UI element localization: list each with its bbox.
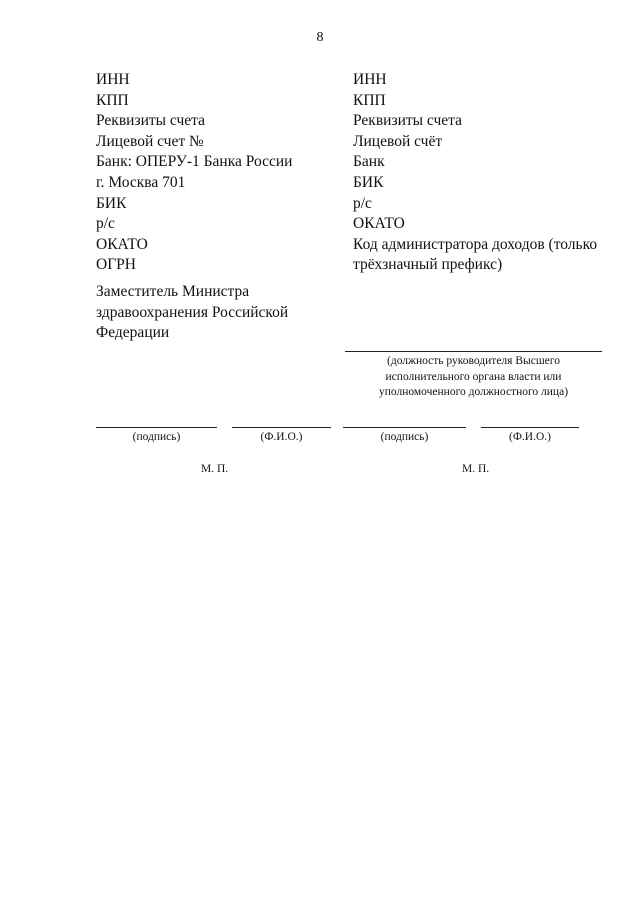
left-name-line: (Ф.И.О.) <box>232 427 331 444</box>
region-requisites <box>353 70 615 276</box>
right-name-line: (Ф.И.О.) <box>481 427 579 444</box>
kpp-label: КПП <box>353 91 386 109</box>
inn-label: ИНН <box>96 71 130 88</box>
settlement-account-label: р/с <box>96 215 115 233</box>
revenue-admin-code-label: Код администратора доходов (только трёхзначный префикс) <box>353 235 598 274</box>
personal-account-label: Лицевой счёт <box>353 132 443 150</box>
right-stamp-place: М. П. <box>462 463 490 475</box>
deputy-title-line: здравоохранения Российской <box>96 303 289 321</box>
position-caption-line: (должность руководителя Высшего <box>387 355 560 367</box>
position-caption-line: исполнительного органа власти или <box>385 370 562 383</box>
deputy-minister-title <box>96 282 326 344</box>
okato-label: ОКАТО <box>353 215 405 233</box>
left-signature-line: (подпись) <box>96 427 217 444</box>
left-stamp-place: М. П. <box>201 463 229 475</box>
ministry-requisites <box>96 70 326 276</box>
position-caption <box>345 351 602 401</box>
settlement-account-label: р/с <box>353 194 372 212</box>
right-signature-line: (подпись) <box>343 427 466 444</box>
account-details-label: Реквизиты счета <box>353 112 463 130</box>
bik-label: БИК <box>96 194 127 212</box>
deputy-title-line: Заместитель Министра <box>96 283 250 300</box>
page-number: 8 <box>316 30 324 45</box>
inn-label: ИНН <box>353 71 387 88</box>
bank-city-label: г. Москва 701 <box>96 173 186 191</box>
personal-account-label: Лицевой счет № <box>96 132 204 150</box>
okato-label: ОКАТО <box>96 235 148 253</box>
ogrn-label: ОГРН <box>96 256 136 274</box>
bank-label: Банк <box>353 153 385 171</box>
bank-label: Банк: ОПЕРУ-1 Банка России <box>96 153 293 171</box>
bik-label: БИК <box>353 173 384 191</box>
deputy-title-line: Федерации <box>96 324 170 342</box>
position-caption-line: уполномоченного должностного лица) <box>378 386 569 398</box>
account-details-label: Реквизиты счета <box>96 112 206 130</box>
kpp-label: КПП <box>96 91 129 109</box>
